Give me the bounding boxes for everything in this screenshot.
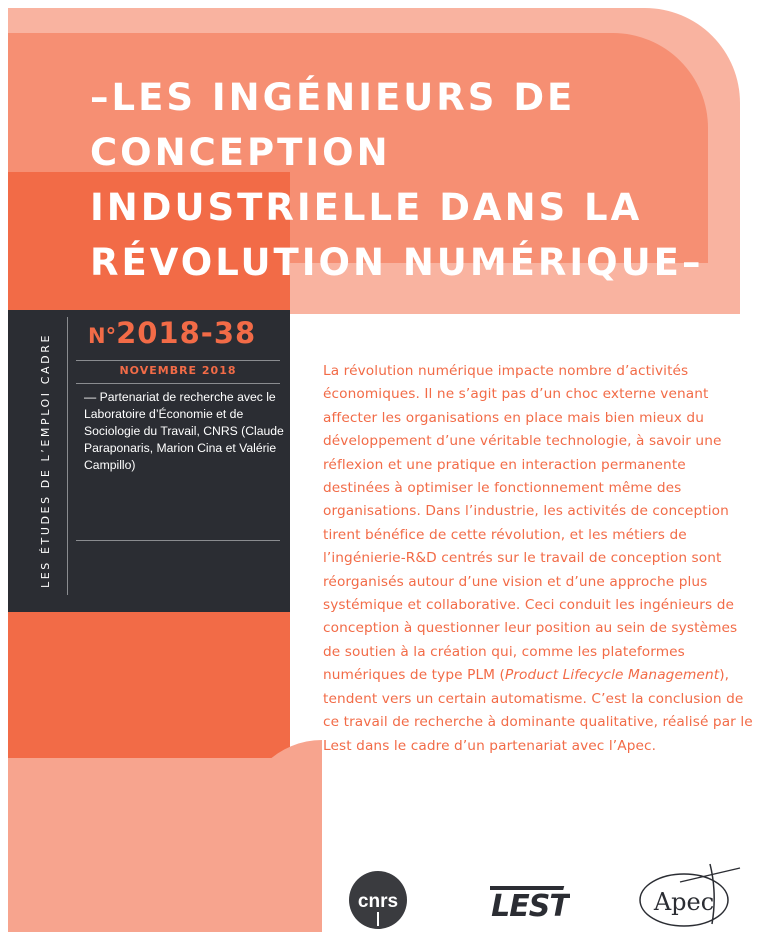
panel-vertical-divider bbox=[67, 317, 68, 595]
publication-date: NOVEMBRE 2018 bbox=[119, 364, 237, 377]
abstract-italic: Product Lifecycle Management bbox=[504, 667, 720, 684]
issue-value: 2018-38 bbox=[116, 316, 257, 350]
background-bottom-strip bbox=[8, 758, 280, 932]
apec-logo bbox=[632, 860, 744, 928]
series-label-text: LES ÉTUDES DE L’EMPLOI CADRE bbox=[38, 332, 52, 588]
abstract-text bbox=[323, 360, 755, 758]
lest-logo-text: LEST bbox=[491, 889, 569, 922]
abstract-part-1: La révolution numérique impacte nombre d’activités économiques. Il ne s’agit pas d’un choc externe venant affecter les organisations en place mais bien mieux du développement d’une véritable technologie, à savoir une réflexion et une pratique en interaction permanente destinées à optimiser le fonctionnement même des organisations. Dans l’industrie, les activités de conception tirent bénéfice de cette révolution, et les métiers de l’ingénierie-R&D centrés sur le travail de conception sont réorganisés autour d’une vision et d’une approche plus systémique et collaborative. Ceci conduit les ingénieurs de conception à questionner leur position au sein de systèmes de soutien à la création qui, comme les plateformes numériques de type PLM ( bbox=[323, 363, 738, 684]
issue-prefix: N° bbox=[88, 324, 117, 348]
document-title: –LES INGÉNIEURS DE CONCEPTION INDUSTRIELLE DANS LA RÉVOLUTION NUMÉRIQUE– bbox=[90, 76, 704, 284]
lest-logo bbox=[490, 872, 570, 922]
series-label bbox=[30, 325, 60, 595]
panel-divider bbox=[76, 360, 280, 361]
issue-number bbox=[88, 316, 288, 360]
cnrs-logo bbox=[348, 870, 408, 930]
partnership-note: — Partenariat de recherche avec le Laboratoire d’Économie et de Sociologie du Travail, CNRS (Claude Paraponaris, Marion Cina et Valérie Campillo) bbox=[84, 390, 284, 472]
abstract-part-2: ), tendent vers un certain automatisme. C’est la conclusion de ce travail de recherche à dominante qualitative, réalisé par le Lest dans le cadre d’un partenariat avec l’Apec. bbox=[323, 667, 753, 754]
apec-logo-text: Apec bbox=[653, 888, 715, 916]
panel-divider bbox=[76, 383, 280, 384]
cnrs-logo-text: cnrs bbox=[357, 891, 399, 912]
panel-divider bbox=[76, 540, 280, 541]
